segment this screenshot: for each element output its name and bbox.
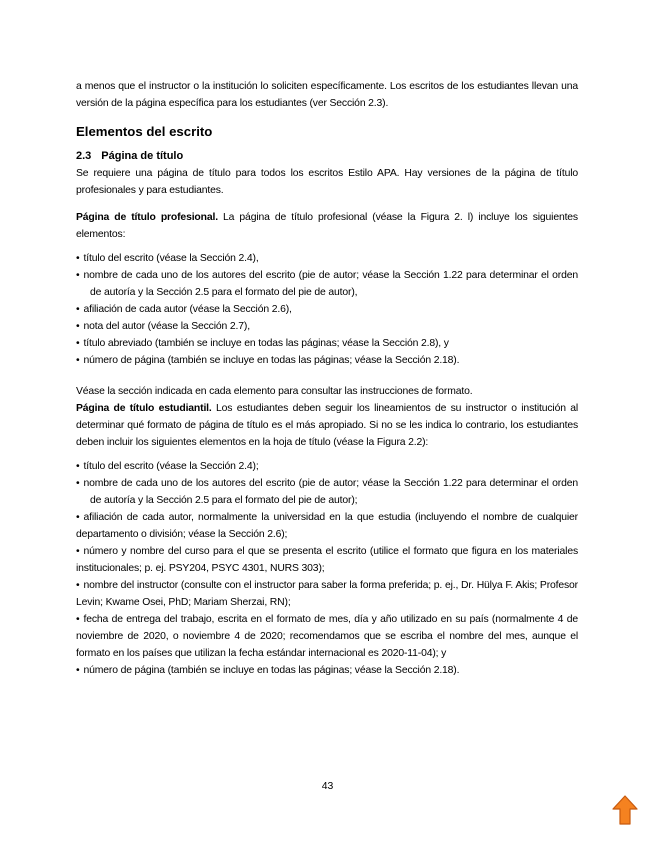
list-item: • título del escrito (véase la Sección 2.4); — [76, 461, 259, 472]
list-item: • título abreviado (también se incluye en todas las páginas; véase la Sección 2.8), y — [76, 338, 449, 349]
list-item: • nota del autor (véase la Sección 2.7), — [76, 321, 250, 332]
bullet: • — [76, 478, 80, 489]
document-page — [76, 78, 578, 679]
student-label: Página de título estudiantil. — [76, 403, 212, 414]
student-paragraph — [76, 400, 578, 451]
bullet: • — [76, 546, 80, 557]
bullet: • — [76, 270, 80, 281]
list-item: • número de página (también se incluye en todas las páginas; véase la Sección 2.18). — [76, 355, 460, 366]
professional-label: Página de título profesional. — [76, 212, 218, 223]
subsection-intro: Se requiere una página de título para todos los escritos Estilo APA. Hay versiones de la página de título profesionales y para estudiantes. — [76, 168, 578, 196]
bullet: • — [76, 304, 80, 315]
bullet: • — [76, 338, 80, 349]
page-number: 43 — [321, 781, 334, 792]
list-item: • número y nombre del curso para el que se presenta el escrito (utilice el formato que figura en los materiales institucionales; p. ej. PSY204, PSYC 4301, NURS 303); — [76, 546, 578, 574]
list-item: • número de página (también se incluye en todas las páginas; véase la Sección 2.18). — [76, 665, 460, 676]
bullet: • — [76, 614, 80, 625]
bullet: • — [76, 355, 80, 366]
bullet: • — [76, 580, 80, 591]
subsection-title: Página de título — [101, 150, 184, 162]
professional-list — [76, 250, 578, 369]
student-list — [76, 458, 578, 679]
professional-paragraph — [76, 209, 578, 243]
up-arrow-icon — [612, 795, 638, 825]
scroll-up-button[interactable] — [612, 795, 638, 825]
professional-text: La página de título profesional (véase la Figura 2. l) incluye los siguientes elementos: — [76, 212, 578, 240]
bullet: • — [76, 665, 80, 676]
list-item: • título del escrito (véase la Sección 2.4), — [76, 253, 259, 264]
list-item: • nombre de cada uno de los autores del escrito (pie de autor; véase la Sección 1.22 para determinar el orden de autoría y la Sección 2.5 para el formato del pie de autor); — [76, 478, 578, 506]
list-item: • nombre de cada uno de los autores del escrito (pie de autor; véase la Sección 1.22 para determinar el orden de autoría y la Sección 2.5 para el formato del pie de autor), — [76, 270, 578, 298]
bullet: • — [76, 461, 80, 472]
bullet: • — [76, 321, 80, 332]
list-item: • afiliación de cada autor, normalmente la universidad en la que estudia (incluyendo el nombre de cualquier departamento o división; véase la Sección 2.6); — [76, 512, 578, 540]
subsection-heading — [76, 148, 578, 165]
bullet: • — [76, 253, 80, 264]
up-arrow-shape — [613, 796, 637, 824]
format-note: Véase la sección indicada en cada elemento para consultar las instrucciones de formato. — [76, 386, 473, 397]
intro-paragraph: a menos que el instructor o la institución lo soliciten específicamente. Los escritos de los estudiantes llevan una versión de la página específica para los estudiantes (ver Sección 2.3). — [76, 81, 578, 109]
list-item: • afiliación de cada autor (véase la Sección 2.6), — [76, 304, 292, 315]
bullet: • — [76, 512, 80, 523]
student-text: Los estudiantes deben seguir los lineamientos de su instructor o institución al determinar qué formato de página de título es el más apropiado. Si no se les indica lo contrario, los estudiantes deben incluir los siguientes elementos en la hoja de título (véase la Figura 2.2): — [76, 403, 578, 448]
list-item: • nombre del instructor (consulte con el instructor para saber la forma preferida; p. ej., Dr. Hülya F. Akis; Profesor Levin; Kwame Osei, PhD; Mariam Sherzai, RN); — [76, 580, 578, 608]
list-item: • fecha de entrega del trabajo, escrita en el formato de mes, día y año utilizado en su país (normalmente 4 de noviembre de 2020, o noviembre 4 de 2020; recomendamos que se escriba el nombre del mes, aunque el formato en los países que utilizan la fecha estándar internacional es 2020-11-04); y — [76, 614, 578, 659]
subsection-number: 2.3 — [76, 150, 92, 162]
section-heading: Elementos del escrito — [76, 124, 213, 139]
